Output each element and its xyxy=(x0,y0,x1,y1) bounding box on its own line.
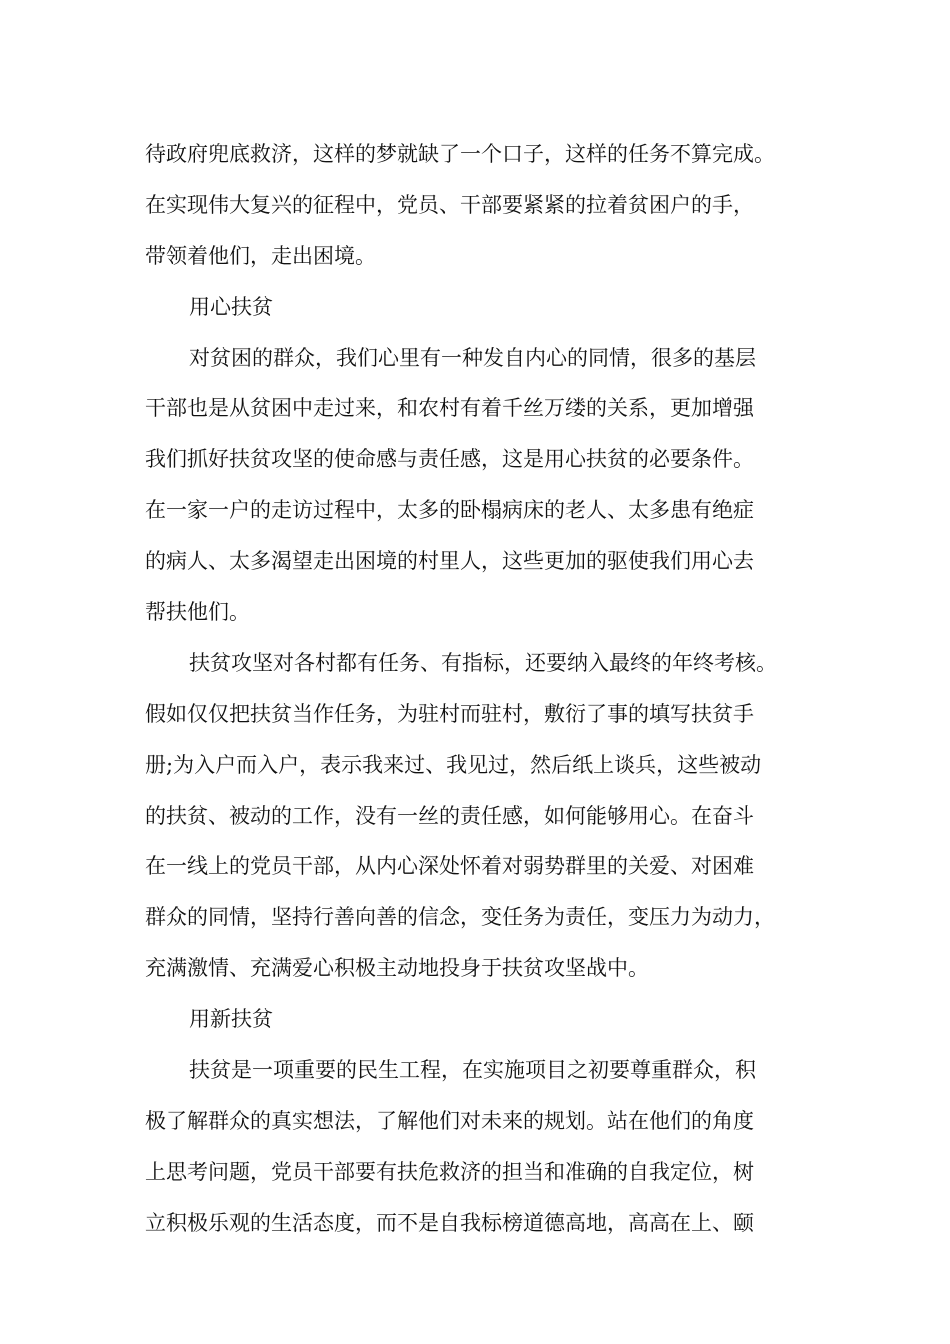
text-line: 的扶贫、被动的工作，没有一丝的责任感，如何能够用心。在奋斗 xyxy=(145,803,754,828)
section-heading: 用新扶贫 xyxy=(189,1007,273,1032)
text-line: 上思考问题，党员干部要有扶危救济的担当和准确的自我定位，树 xyxy=(145,1159,754,1184)
text-line: 在实现伟大复兴的征程中，党员、干部要紧紧的拉着贫困户的手， xyxy=(145,192,754,217)
text-line: 立积极乐观的生活态度，而不是自我标榜道德高地，高高在上、颐 xyxy=(145,1210,754,1235)
section-heading: 用心扶贫 xyxy=(189,294,273,319)
text-line: 假如仅仅把扶贫当作任务，为驻村而驻村，敷衍了事的填写扶贫手 xyxy=(145,701,754,726)
document-body xyxy=(145,129,835,1249)
text-line: 扶贫攻坚对各村都有任务、有指标，还要纳入最终的年终考核。 xyxy=(189,650,777,675)
text-line: 的病人、太多渴望走出困境的村里人，这些更加的驱使我们用心去 xyxy=(145,549,754,574)
text-line: 在一家一户的走访过程中，太多的卧榻病床的老人、太多患有绝症 xyxy=(145,498,754,523)
text-line: 群众的同情，坚持行善向善的信念，变任务为责任，变压力为动力， xyxy=(145,905,775,930)
text-line: 待政府兜底救济，这样的梦就缺了一个口子，这样的任务不算完成。 xyxy=(145,142,775,166)
text-line: 充满激情、充满爱心积极主动地投身于扶贫攻坚战中。 xyxy=(145,956,649,981)
text-line: 带领着他们，走出困境。 xyxy=(145,243,376,268)
text-line: 极了解群众的真实想法，了解他们对未来的规划。站在他们的角度 xyxy=(145,1108,754,1133)
text-line: 对贫困的群众，我们心里有一种发自内心的同情，很多的基层 xyxy=(189,345,756,370)
text-line: 帮扶他们。 xyxy=(145,600,250,625)
text-line: 我们抓好扶贫攻坚的使命感与责任感，这是用心扶贫的必要条件。 xyxy=(145,447,754,472)
text-line: 在一线上的党员干部，从内心深处怀着对弱势群里的关爱、对困难 xyxy=(145,854,754,879)
text-line: 册;为入户而入户，表示我来过、我见过，然后纸上谈兵，这些被动 xyxy=(145,752,762,777)
text-line: 干部也是从贫困中走过来，和农村有着千丝万缕的关系，更加增强 xyxy=(145,396,754,421)
text-line: 扶贫是一项重要的民生工程，在实施项目之初要尊重群众，积 xyxy=(189,1058,756,1083)
